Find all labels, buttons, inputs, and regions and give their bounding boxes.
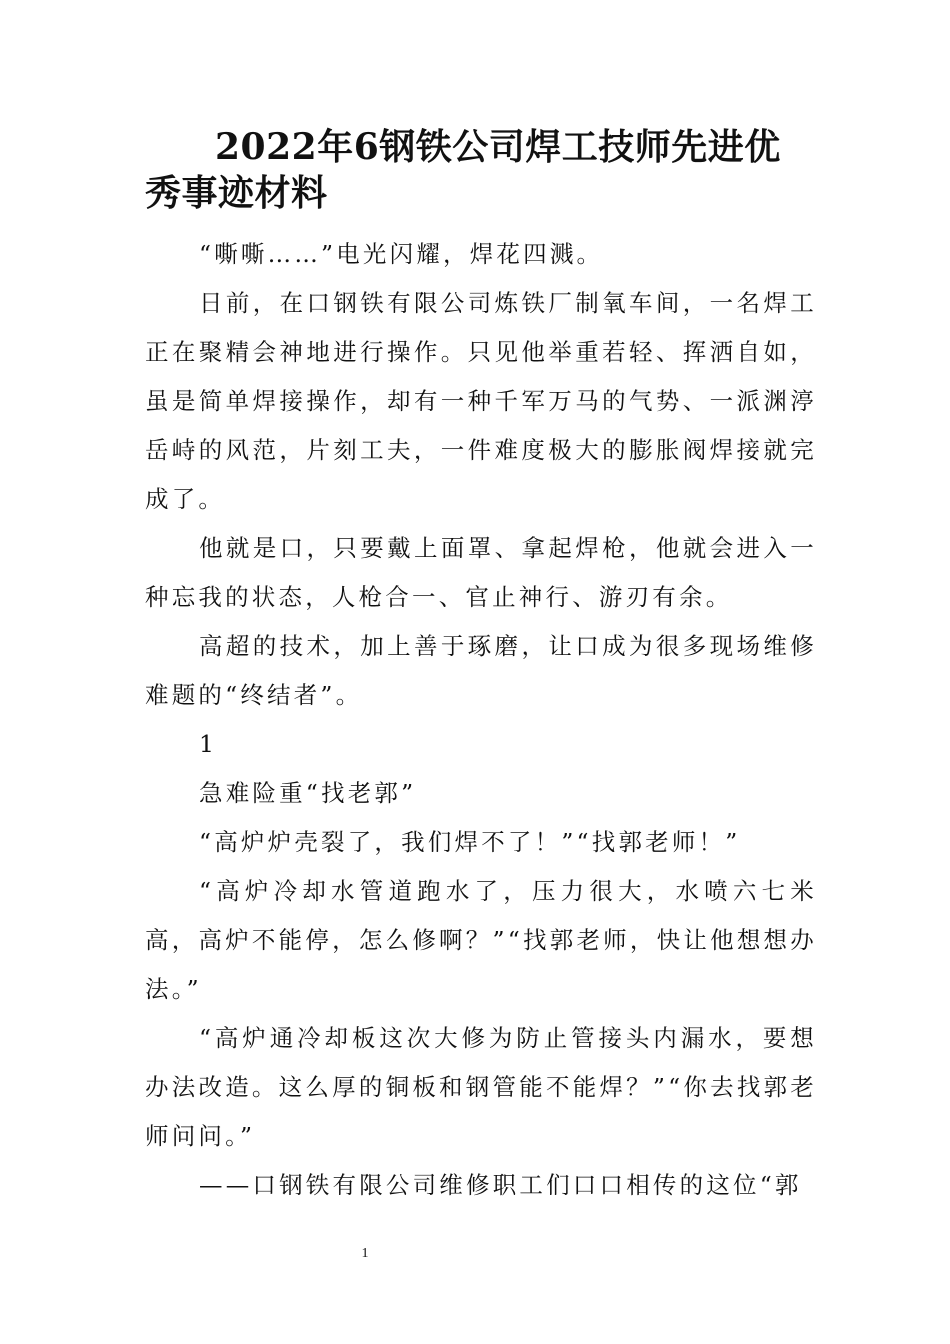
paragraph: “高炉冷却水管道跑水了，压力很大，水喷六七米高，高炉不能停，怎么修啊？”“找郭老师，快让他想想办法。” xyxy=(145,877,817,1003)
paragraph: ——口钢铁有限公司维修职工们口口相传的这位“郭 xyxy=(199,1171,802,1199)
paragraph: “高炉通冷却板这次大修为防止管接头内漏水，要想办法改造。这么厚的铜板和钢管能不能焊？”“你去找郭老师问问。” xyxy=(145,1024,817,1150)
section-heading: 急难险重“找老郭” xyxy=(199,779,417,807)
section-number: 1 xyxy=(199,730,218,758)
paragraph: “高炉炉壳裂了，我们焊不了！”“找郭老师！” xyxy=(199,828,741,856)
paragraph: 他就是口，只要戴上面罩、拿起焊枪，他就会进入一种忘我的状态，人枪合一、官止神行、游刃有余。 xyxy=(145,534,817,611)
document-title: 2022年6钢铁公司焊工技师先进优秀事迹材料 xyxy=(145,126,781,214)
document-body xyxy=(145,230,817,1210)
paragraph: 高超的技术，加上善于琢磨，让口成为很多现场维修难题的“终结者”。 xyxy=(145,632,817,709)
paragraph: 日前，在口钢铁有限公司炼铁厂制氧车间，一名焊工正在聚精会神地进行操作。只见他举重若轻、挥洒自如，虽是简单焊接操作，却有一种千军万马的气势、一派渊渟岳峙的风范，片刻工夫，一件难度极大的膨胀阀焊接就完成了。 xyxy=(145,289,817,513)
paragraph: “嘶嘶……”电光闪耀，焊花四溅。 xyxy=(199,240,604,268)
page-number: 1 xyxy=(361,1246,369,1261)
